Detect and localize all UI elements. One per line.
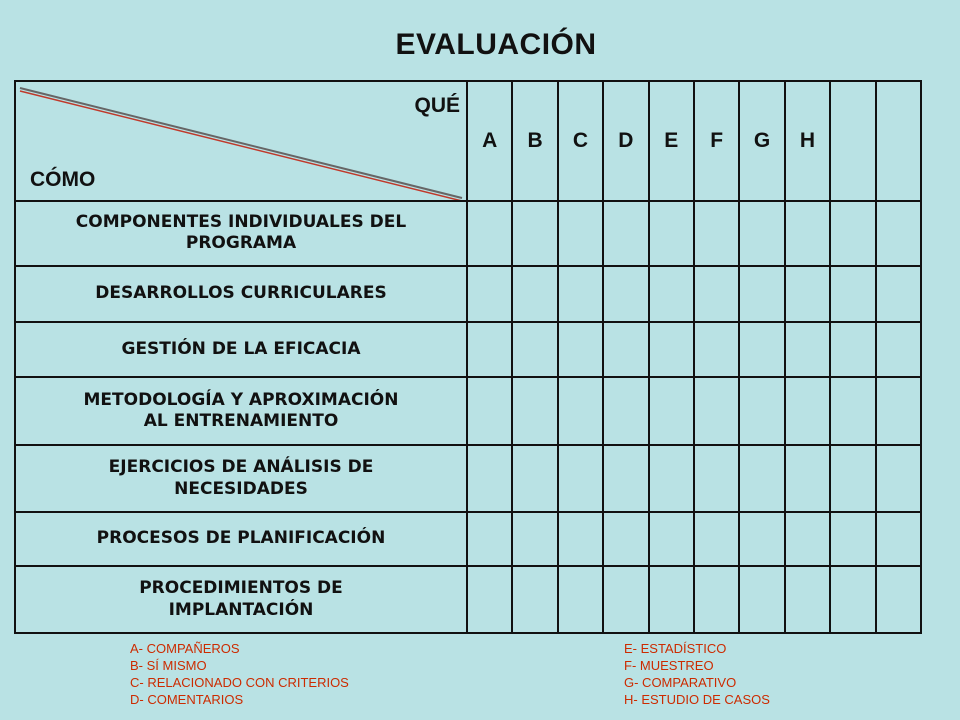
matrix-cell <box>603 445 648 512</box>
matrix-cell <box>649 377 694 446</box>
row-header-line: NECESIDADES <box>174 478 308 499</box>
matrix-cell <box>785 266 830 323</box>
evaluation-matrix <box>14 80 922 634</box>
matrix-cell <box>694 512 739 567</box>
row-header-line: IMPLANTACIÓN <box>168 599 314 620</box>
matrix-cell <box>558 512 603 567</box>
table-row <box>15 201 921 266</box>
table-row <box>15 566 921 633</box>
table-row <box>15 445 921 512</box>
column-header-d: D <box>603 81 648 201</box>
matrix-cell <box>649 566 694 633</box>
legend-item: H- ESTUDIO DE CASOS <box>624 692 770 707</box>
matrix-cell <box>830 322 875 377</box>
column-header-f: F <box>694 81 739 201</box>
matrix-cell <box>603 566 648 633</box>
legend-item: E- ESTADÍSTICO <box>624 641 727 656</box>
matrix-cell <box>467 445 512 512</box>
matrix-cell <box>649 445 694 512</box>
matrix-cell <box>558 566 603 633</box>
legend-left <box>130 640 349 708</box>
matrix-cell <box>603 377 648 446</box>
matrix-cell <box>694 322 739 377</box>
matrix-cell <box>603 322 648 377</box>
matrix-cell <box>694 445 739 512</box>
matrix-cell <box>558 322 603 377</box>
matrix-cell <box>558 201 603 266</box>
matrix-cell <box>830 445 875 512</box>
row-header-cell <box>15 512 467 567</box>
legend-right <box>624 640 770 708</box>
row-header-line: EJERCICIOS DE ANÁLISIS DE <box>108 457 374 478</box>
column-header-a: A <box>467 81 512 201</box>
matrix-cell <box>830 201 875 266</box>
legend-item: C- RELACIONADO CON CRITERIOS <box>130 675 349 690</box>
matrix-cell <box>512 322 557 377</box>
matrix-cell <box>603 201 648 266</box>
column-header-blank-2 <box>876 81 921 201</box>
matrix-cell <box>876 322 921 377</box>
column-header-c: C <box>558 81 603 201</box>
matrix-cell <box>830 566 875 633</box>
matrix-cell <box>512 201 557 266</box>
row-header-cell <box>15 266 467 323</box>
matrix-cell <box>739 512 784 567</box>
matrix-cell <box>739 566 784 633</box>
legend-item: G- COMPARATIVO <box>624 675 737 690</box>
matrix-cell <box>467 322 512 377</box>
row-header-line: PROCEDIMIENTOS DE <box>139 578 343 599</box>
legend-item: D- COMENTARIOS <box>130 692 244 707</box>
table-row <box>15 512 921 567</box>
matrix-cell <box>694 201 739 266</box>
row-header-cell <box>15 377 467 446</box>
legend-item: A- COMPAÑEROS <box>130 641 240 656</box>
matrix-cell <box>558 266 603 323</box>
row-header-line: PROCESOS DE PLANIFICACIÓN <box>96 528 386 549</box>
legend-item: F- MUESTREO <box>624 658 714 673</box>
column-header-blank-1 <box>830 81 875 201</box>
table-row <box>15 377 921 446</box>
corner-como-label: CÓMO <box>30 168 96 191</box>
matrix-cell <box>876 566 921 633</box>
matrix-cell <box>785 201 830 266</box>
matrix-cell <box>649 512 694 567</box>
matrix-cell <box>467 512 512 567</box>
matrix-cell <box>694 377 739 446</box>
matrix-cell <box>785 445 830 512</box>
matrix-cell <box>467 566 512 633</box>
matrix-cell <box>467 201 512 266</box>
row-header-line: AL ENTRENAMIENTO <box>143 410 339 431</box>
page-title: EVALUACIÓN <box>395 28 597 61</box>
column-header-h: H <box>785 81 830 201</box>
matrix-cell <box>512 377 557 446</box>
matrix-cell <box>739 201 784 266</box>
matrix-cell <box>603 512 648 567</box>
matrix-cell <box>649 201 694 266</box>
matrix-cell <box>785 512 830 567</box>
matrix-cell <box>739 322 784 377</box>
matrix-cell <box>694 266 739 323</box>
matrix-cell <box>830 512 875 567</box>
legend-item: B- SÍ MISMO <box>130 658 207 673</box>
matrix-cell <box>876 377 921 446</box>
row-header-cell <box>15 566 467 633</box>
row-header-cell <box>15 201 467 266</box>
column-header-g: G <box>739 81 784 201</box>
matrix-cell <box>876 512 921 567</box>
matrix-cell <box>739 266 784 323</box>
matrix-cell <box>512 445 557 512</box>
matrix-cell <box>694 566 739 633</box>
row-header-cell <box>15 322 467 377</box>
matrix-cell <box>739 445 784 512</box>
table-row <box>15 266 921 323</box>
matrix-cell <box>830 266 875 323</box>
matrix-cell <box>512 566 557 633</box>
row-header-line: METODOLOGÍA Y APROXIMACIÓN <box>83 389 399 410</box>
column-header-e: E <box>649 81 694 201</box>
matrix-cell <box>785 566 830 633</box>
matrix-cell <box>876 201 921 266</box>
row-header-line: PROGRAMA <box>185 233 297 254</box>
matrix-cell <box>876 445 921 512</box>
matrix-cell <box>739 377 784 446</box>
corner-que-label: QUÉ <box>414 94 460 117</box>
matrix-cell <box>558 445 603 512</box>
table-row <box>15 322 921 377</box>
matrix-cell <box>603 266 648 323</box>
row-header-cell <box>15 445 467 512</box>
corner-header-cell <box>15 81 467 201</box>
matrix-cell <box>830 377 875 446</box>
matrix-cell <box>649 322 694 377</box>
row-header-line: GESTIÓN DE LA EFICACIA <box>121 338 361 359</box>
row-header-line: COMPONENTES INDIVIDUALES DEL <box>75 212 407 233</box>
matrix-cell <box>467 377 512 446</box>
matrix-cell <box>512 512 557 567</box>
column-header-b: B <box>512 81 557 201</box>
header-row <box>15 81 921 201</box>
matrix-cell <box>785 377 830 446</box>
matrix-cell <box>512 266 557 323</box>
matrix-cell <box>876 266 921 323</box>
matrix-cell <box>649 266 694 323</box>
matrix-cell <box>467 266 512 323</box>
row-header-line: DESARROLLOS CURRICULARES <box>95 283 387 304</box>
matrix-cell <box>558 377 603 446</box>
matrix-cell <box>785 322 830 377</box>
